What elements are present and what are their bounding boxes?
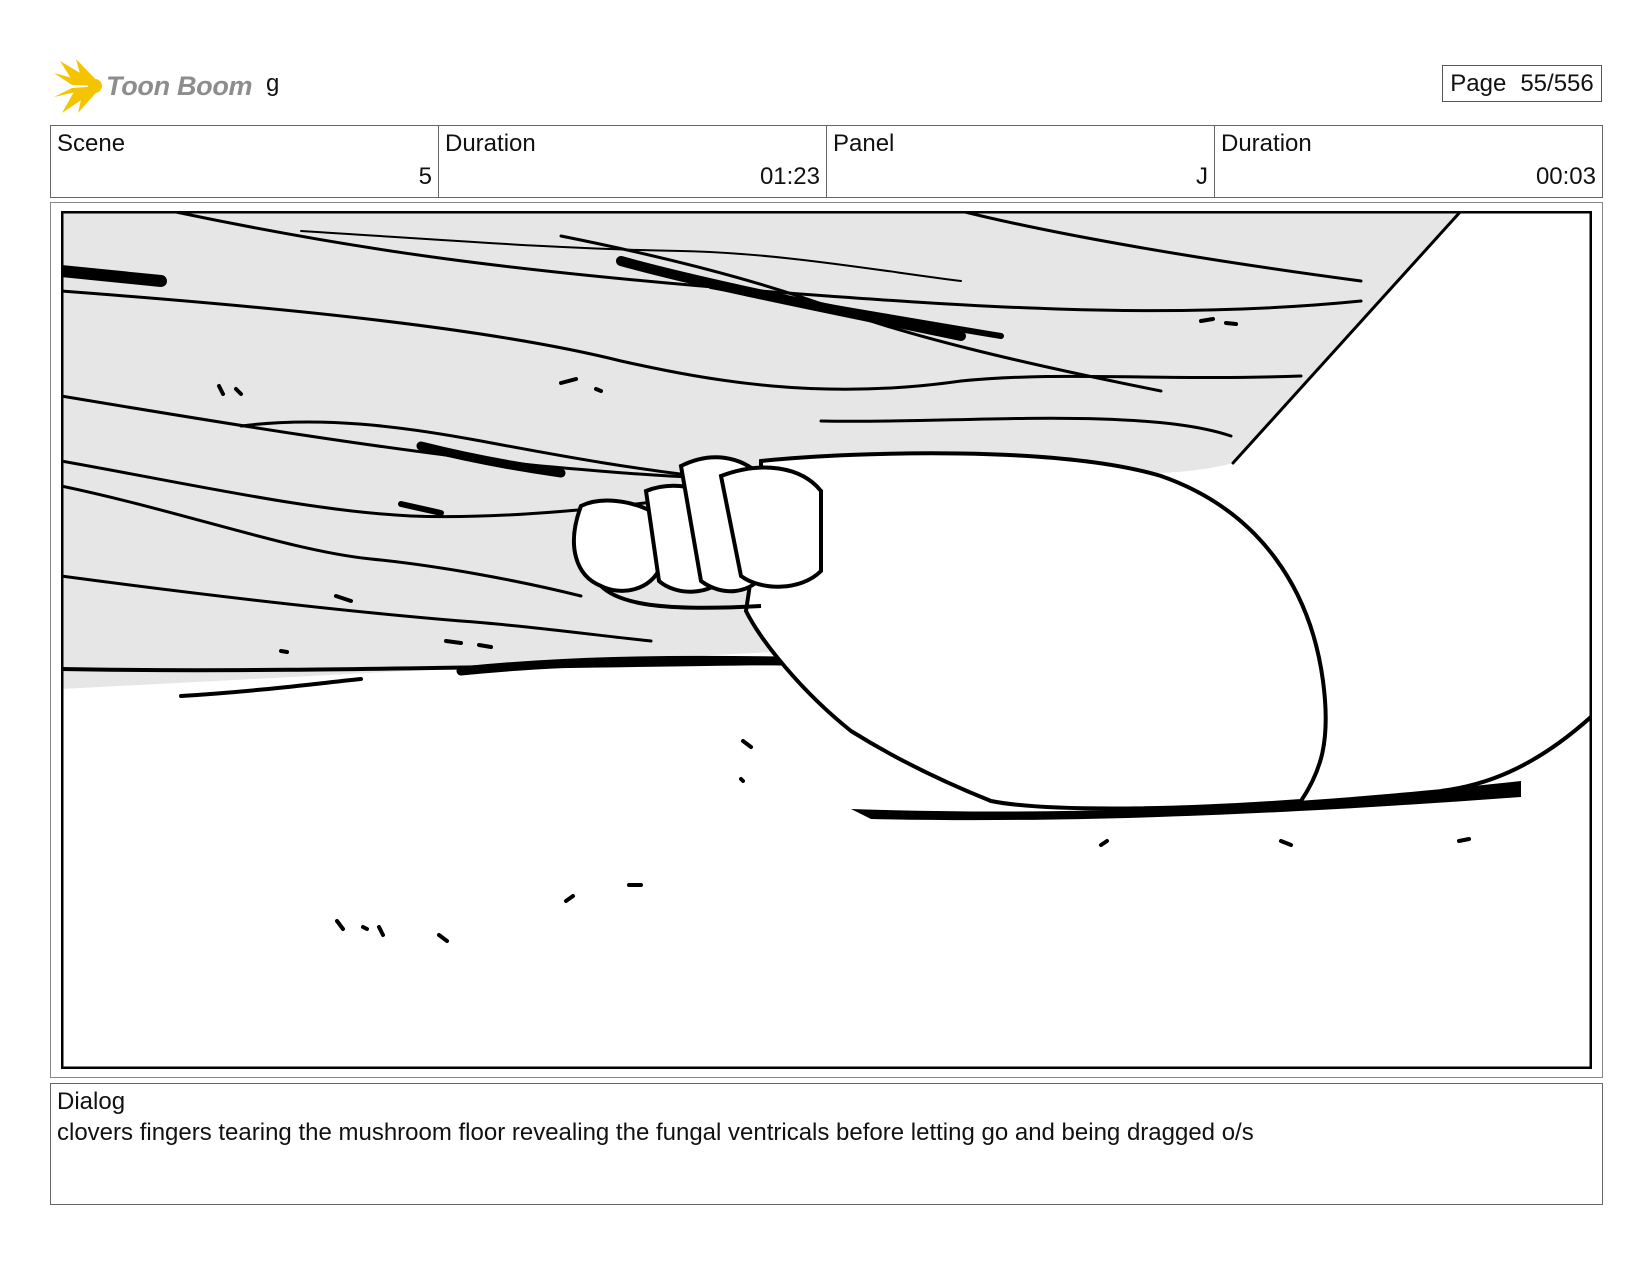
panel-label: Panel [833, 130, 895, 157]
dialog-label: Dialog [57, 1088, 126, 1115]
dialog-text: clovers fingers tearing the mushroom floor revealing the fungal ventricals before letting go and being dragged o/s [57, 1119, 1254, 1146]
panel-info-row [50, 125, 1603, 198]
starburst-logo-icon [54, 59, 104, 113]
scene-label: Scene [57, 130, 126, 157]
scene-duration-value: 01:23 [759, 163, 820, 190]
storyboard-panel [50, 202, 1603, 1078]
scene-duration-label: Duration [445, 130, 536, 157]
page-indicator [1442, 65, 1602, 102]
character-arm [746, 453, 1326, 808]
panel-drawing [61, 211, 1592, 1069]
toon-boom-logo [54, 58, 252, 114]
scene-duration-cell [439, 126, 827, 197]
scene-value: 5 [418, 163, 432, 190]
scene-cell [51, 126, 439, 197]
panel-cell [827, 126, 1215, 197]
panel-duration-label: Duration [1221, 130, 1312, 157]
page-number: 55/556 [1520, 69, 1594, 97]
page-label: Page [1450, 69, 1507, 97]
project-title: g [266, 70, 280, 97]
panel-value: J [1196, 163, 1208, 190]
dialog-box [50, 1083, 1603, 1205]
panel-duration-value: 00:03 [1535, 163, 1596, 190]
panel-duration-cell [1215, 126, 1602, 197]
logo-text: Toon Boom [106, 70, 253, 101]
